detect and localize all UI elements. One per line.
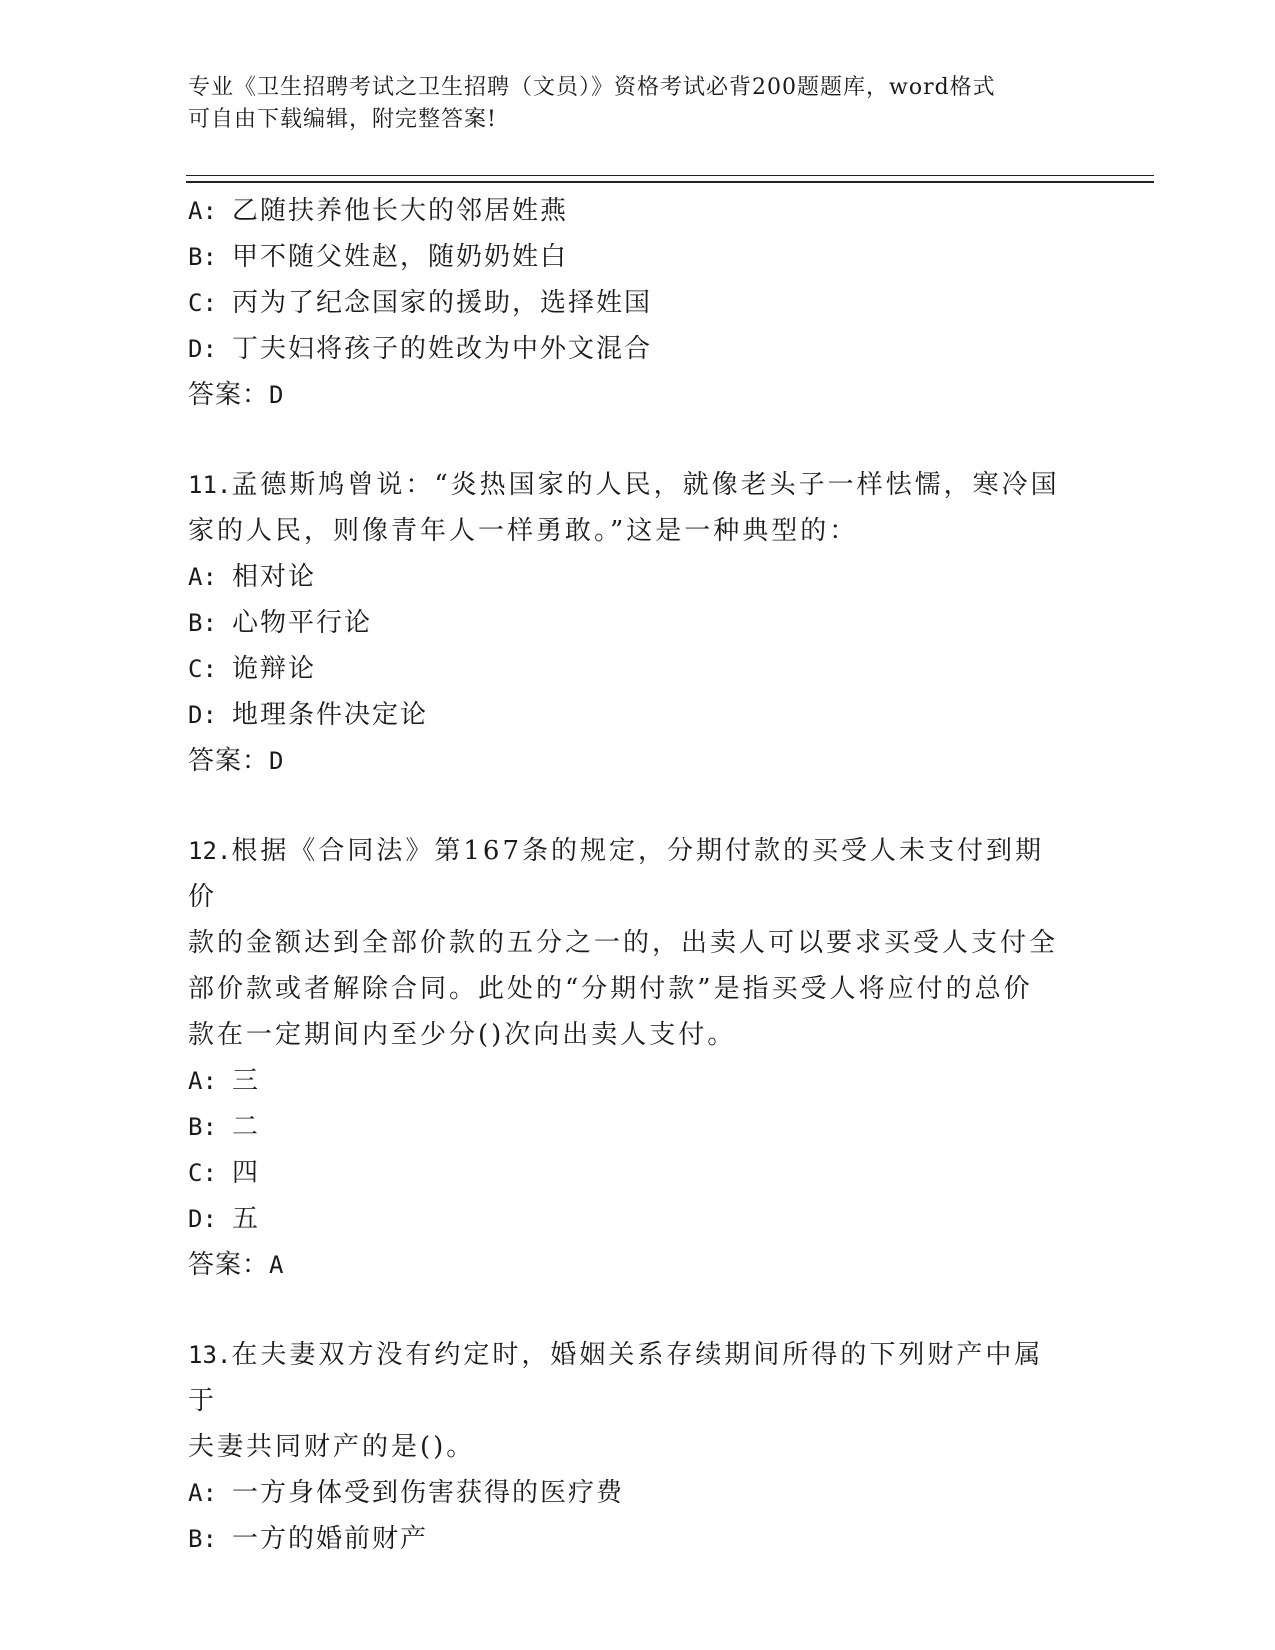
answer-line bbox=[188, 1242, 1088, 1288]
header-rule-thick bbox=[186, 181, 1154, 183]
question-11 bbox=[188, 462, 1088, 784]
question-12 bbox=[188, 828, 1088, 1288]
option-text: 地理条件决定论 bbox=[232, 700, 429, 730]
option-text: 四 bbox=[232, 1158, 261, 1188]
answer-label: 答案： bbox=[188, 1250, 270, 1280]
spacer bbox=[188, 418, 1088, 462]
option-c bbox=[188, 280, 1088, 326]
option-key: B: bbox=[188, 1113, 217, 1141]
option-b bbox=[188, 1104, 1088, 1150]
option-a bbox=[188, 1058, 1088, 1104]
answer-line bbox=[188, 738, 1088, 784]
option-a bbox=[188, 188, 1088, 234]
question-10 bbox=[188, 188, 1088, 418]
option-key: B: bbox=[188, 609, 217, 637]
stem-line: 在夫妻双方没有约定时，婚姻关系存续期间所得的下列财产中属于 bbox=[188, 1340, 1044, 1416]
document-header bbox=[188, 72, 1068, 136]
option-text: 诡辩论 bbox=[232, 654, 317, 684]
question-stem bbox=[188, 1332, 1068, 1470]
option-key: A: bbox=[188, 197, 217, 225]
stem-line: 部价款或者解除合同。此处的“分期付款”是指买受人将应付的总价 bbox=[188, 974, 1033, 1004]
header-line-1: 专业《卫生招聘考试之卫生招聘（文员）》资格考试必背200题题库，word格式 bbox=[188, 75, 996, 100]
option-text: 一方身体受到伤害获得的医疗费 bbox=[232, 1478, 625, 1508]
stem-line: 夫妻共同财产的是()。 bbox=[188, 1432, 476, 1462]
stem-line: 孟德斯鸠曾说：“炎热国家的人民，就像老头子一样怯懦，寒冷国 bbox=[231, 470, 1060, 500]
option-b bbox=[188, 234, 1088, 280]
option-text: 丁夫妇将孩子的姓改为中外文混合 bbox=[232, 334, 653, 364]
option-c bbox=[188, 1150, 1088, 1196]
option-key: C: bbox=[188, 655, 217, 683]
spacer bbox=[188, 1288, 1088, 1332]
option-key: A: bbox=[188, 1479, 217, 1507]
header-rule-thin bbox=[186, 175, 1154, 176]
answer-label: 答案： bbox=[188, 380, 270, 410]
stem-line: 根据《合同法》第167条的规定，分期付款的买受人未支付到期价 bbox=[188, 836, 1044, 912]
option-text: 二 bbox=[232, 1112, 261, 1142]
option-a bbox=[188, 1470, 1088, 1516]
option-key: A: bbox=[188, 1067, 217, 1095]
answer-label: 答案： bbox=[188, 746, 270, 776]
option-key: D: bbox=[188, 701, 217, 729]
answer-value: D bbox=[269, 747, 285, 775]
question-number: 13. bbox=[188, 1341, 232, 1369]
answer-value: D bbox=[269, 381, 285, 409]
question-stem bbox=[188, 462, 1068, 554]
header-line-2: 可自由下载编辑，附完整答案! bbox=[188, 107, 497, 132]
spacer bbox=[188, 784, 1088, 828]
question-stem bbox=[188, 828, 1068, 1058]
option-key: A: bbox=[188, 563, 217, 591]
answer-value: A bbox=[269, 1251, 285, 1279]
option-key: B: bbox=[188, 1525, 217, 1553]
option-c bbox=[188, 646, 1088, 692]
answer-line bbox=[188, 372, 1088, 418]
option-d bbox=[188, 692, 1088, 738]
question-number: 11. bbox=[188, 471, 232, 499]
stem-line: 款在一定期间内至少分()次向出卖人支付。 bbox=[188, 1020, 737, 1050]
option-d bbox=[188, 326, 1088, 372]
option-text: 三 bbox=[232, 1066, 261, 1096]
option-key: B: bbox=[188, 243, 217, 271]
option-text: 一方的婚前财产 bbox=[232, 1524, 429, 1554]
question-list bbox=[188, 188, 1088, 1562]
question-13 bbox=[188, 1332, 1088, 1562]
option-b bbox=[188, 600, 1088, 646]
option-text: 乙随扶养他长大的邻居姓燕 bbox=[232, 196, 569, 226]
option-text: 甲不随父姓赵，随奶奶姓白 bbox=[232, 242, 569, 272]
option-text: 相对论 bbox=[232, 562, 317, 592]
option-a bbox=[188, 554, 1088, 600]
option-key: D: bbox=[188, 1205, 217, 1233]
question-number: 12. bbox=[188, 837, 232, 865]
option-text: 五 bbox=[232, 1204, 261, 1234]
option-key: D: bbox=[188, 335, 217, 363]
option-key: C: bbox=[188, 289, 217, 317]
stem-line: 家的人民，则像青年人一样勇敢。”这是一种典型的： bbox=[188, 516, 859, 546]
option-d bbox=[188, 1196, 1088, 1242]
option-text: 丙为了纪念国家的援助，选择姓国 bbox=[232, 288, 653, 318]
option-key: C: bbox=[188, 1159, 217, 1187]
option-text: 心物平行论 bbox=[232, 608, 373, 638]
option-b bbox=[188, 1516, 1088, 1562]
stem-line: 款的金额达到全部价款的五分之一的，出卖人可以要求买受人支付全 bbox=[188, 928, 1059, 958]
